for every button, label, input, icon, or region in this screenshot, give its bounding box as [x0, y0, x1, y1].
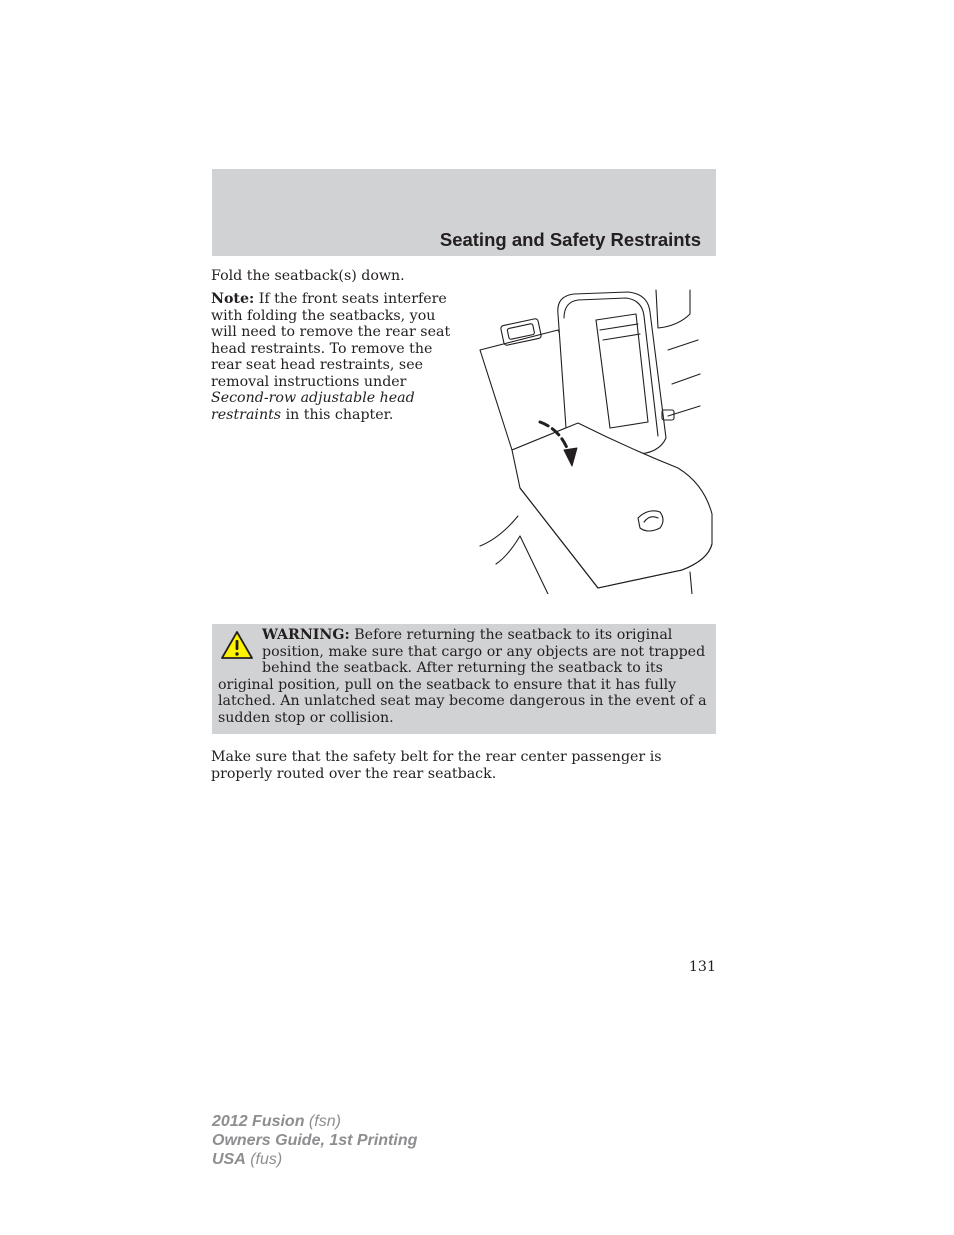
footer-region-code: (fus) [245, 1151, 283, 1168]
warning-body: Before returning the seatback to its original position, make sure that cargo or any objects are not trapped behind the seatback. After returning the seatback to its original position, pull on the seatback to ensure that it has fully latched. An unlatched seat may become dangerous in the event of a sudden stop or collision. [218, 627, 707, 726]
footer-line-region [212, 1150, 417, 1169]
page-number: 131 [688, 959, 716, 975]
footer-model-code: (fsn) [304, 1113, 341, 1130]
note-reference-link: Second-row adjustable head restraints [211, 390, 415, 423]
note-text-after: in this chapter. [281, 406, 394, 423]
footer-line-guide [212, 1131, 417, 1150]
footer-line-model [212, 1112, 417, 1131]
section-title: Seating and Safety Restraints [439, 229, 701, 250]
section-header-band [212, 169, 716, 256]
warning-box [212, 624, 716, 734]
note-label: Note: [211, 291, 255, 307]
warning-triangle-icon [220, 630, 254, 660]
note-paragraph [211, 291, 461, 423]
warning-label: WARNING: [262, 627, 350, 643]
warning-text [218, 626, 710, 726]
footer-guide: Owners Guide, 1st Printing [212, 1132, 418, 1149]
note-text-before: If the front seats interfere with folding the seatbacks, you will need to remove the rear seat head restraints. To remove the rear seat head restraints, see removal instructions under [211, 291, 451, 390]
footer-region: USA [212, 1151, 246, 1168]
fold-instruction: Fold the seatback(s) down. [211, 268, 405, 284]
safety-belt-paragraph: Make sure that the safety belt for the rear center passenger is properly routed over the rear seatback. [211, 749, 662, 782]
seatback-fold-illustration [478, 288, 716, 594]
footer-model: 2012 Fusion [212, 1113, 305, 1130]
document-footer [212, 1112, 417, 1169]
